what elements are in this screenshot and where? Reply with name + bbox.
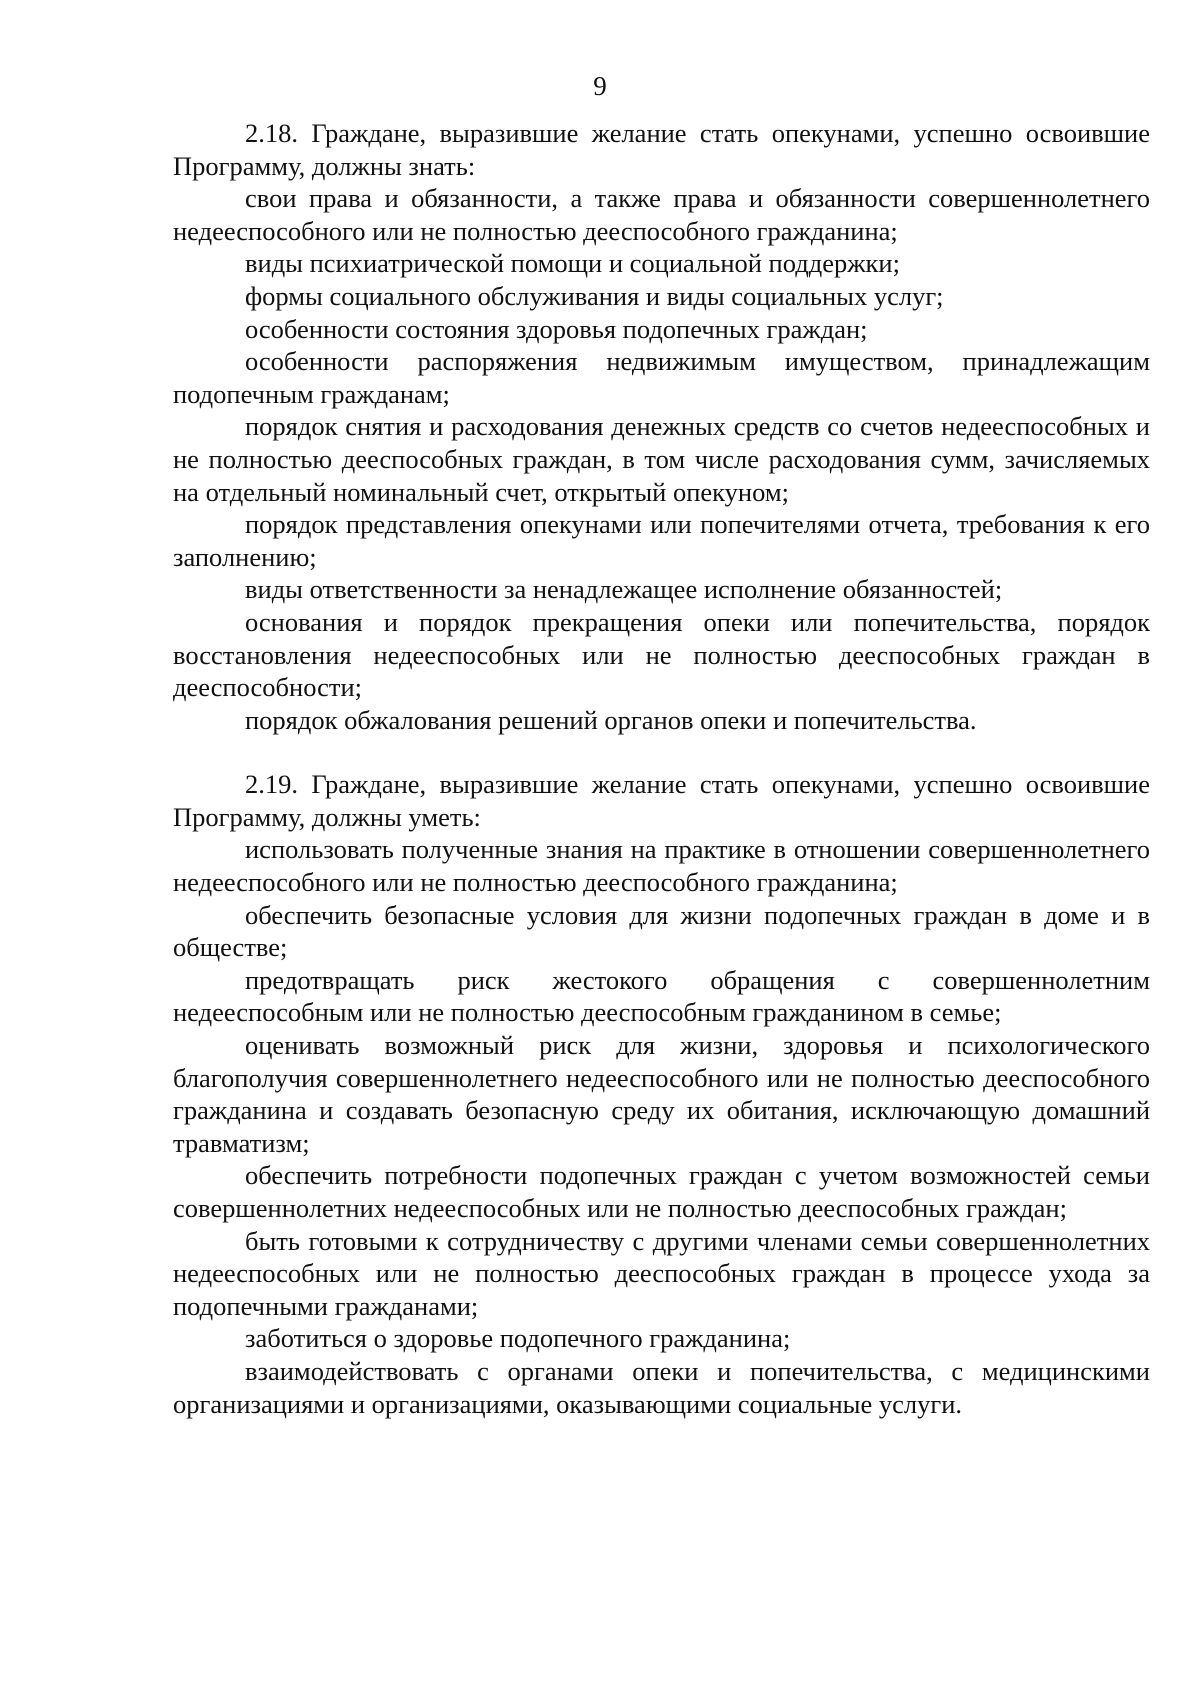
- section-2-18-item-7: порядок представления опекунами или попечителями отчета, требования к его заполнению;: [173, 509, 1150, 572]
- section-2-18-item-9: основания и порядок прекращения опеки или попечительства, порядок восстановления недееспособных или не полностью дееспособных граждан в дееспособности;: [173, 606, 1150, 703]
- section-2-18-item-5: особенности распоряжения недвижимым имуществом, принадлежащим подопечным гражданам;: [173, 346, 1150, 409]
- section-2-18: [173, 117, 1150, 736]
- section-2-18-item-8: виды ответственности за ненадлежащее исполнение обязанностей;: [245, 574, 1003, 605]
- section-2-18-intro: 2.18. Граждане, выразившие желание стать опекунами, успешно освоившие Программу, должны знать:: [173, 118, 1150, 181]
- section-2-19-item-2: обеспечить безопасные условия для жизни подопечных граждан в доме и в обществе;: [173, 899, 1150, 963]
- section-2-19: [173, 768, 1150, 1420]
- section-2-18-item-3: формы социального обслуживания и виды социальных услуг;: [245, 280, 944, 311]
- section-gap: [173, 736, 1150, 768]
- page-number: 9: [593, 71, 607, 101]
- section-2-18-item-2: виды психиатрической помощи и социальной поддержки;: [245, 248, 900, 279]
- section-2-18-item-4: особенности состояния здоровья подопечных граждан;: [245, 313, 868, 344]
- section-2-19-item-7: заботиться о здоровье подопечного гражданина;: [245, 1323, 791, 1354]
- section-2-18-item-6: порядок снятия и расходования денежных средств со счетов недееспособных и не полностью дееспособных граждан, в том числе расходования сумм, зачисляемых на отдельный номинальный счет, открытый опекуном;: [173, 411, 1150, 507]
- section-2-19-intro: 2.19. Граждане, выразившие желание стать опекунами, успешно освоившие Программу, должны уметь:: [173, 769, 1150, 832]
- section-2-18-item-1: свои права и обязанности, а также права и обязанности совершеннолетнего недееспособного или не полностью дееспособного гражданина;: [173, 183, 1150, 246]
- section-2-18-item-10: порядок обжалования решений органов опеки и попечительства.: [245, 704, 977, 735]
- section-2-19-item-3: предотвращать риск жестокого обращения с совершеннолетним недееспособным или не полностью дееспособным гражданином в семье;: [173, 964, 1150, 1028]
- section-2-19-item-8: взаимодействовать с органами опеки и попечительства, с медицинскими организациями и организациями, оказывающими социальные услуги.: [173, 1355, 1150, 1419]
- section-2-19-item-6: быть готовыми к сотрудничеству с другими членами семьи совершеннолетних недееспособных или не полностью дееспособных граждан в процессе ухода за подопечными гражданами;: [173, 1225, 1150, 1321]
- section-2-19-item-1: использовать полученные знания на практике в отношении совершеннолетнего недееспособного или не полностью дееспособного гражданина;: [173, 834, 1150, 898]
- section-2-19-item-5: обеспечить потребности подопечных граждан с учетом возможностей семьи совершеннолетних недееспособных или не полностью дееспособных граждан;: [173, 1160, 1150, 1223]
- section-2-19-item-4: оценивать возможный риск для жизни, здоровья и психологического благополучия совершеннолетнего недееспособного или не полностью дееспособного гражданина и создавать безопасную среду их обитания, исключающую домашний травматизм;: [173, 1030, 1150, 1158]
- document-body: [173, 117, 1150, 1420]
